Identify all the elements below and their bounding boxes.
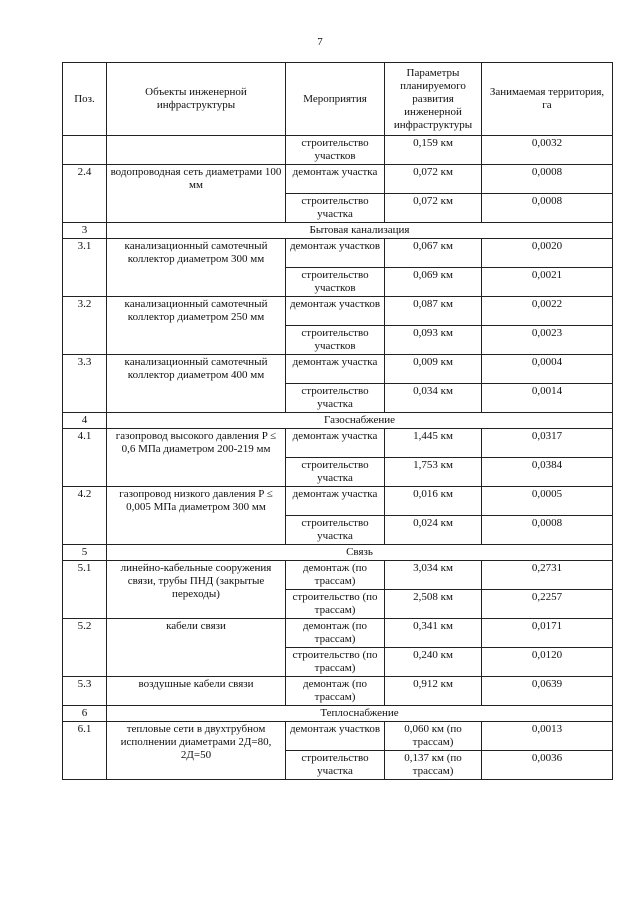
action-cell: демонтаж участка [286, 355, 385, 384]
object-cell: канализационный самотечный коллектор диаметром 250 мм [107, 297, 286, 355]
area-cell: 0,0021 [482, 268, 613, 297]
area-cell: 0,0008 [482, 194, 613, 223]
area-cell: 0,0317 [482, 429, 613, 458]
action-cell: строительство участка [286, 751, 385, 780]
action-cell: строительство участка [286, 516, 385, 545]
action-cell: демонтаж участка [286, 165, 385, 194]
position-cell [63, 136, 107, 165]
object-cell: газопровод высокого давления P ≤ 0,6 МПа диаметром 200-219 мм [107, 429, 286, 487]
action-cell: строительство участков [286, 326, 385, 355]
parameter-cell: 0,067 км [385, 239, 482, 268]
action-cell: строительство (по трассам) [286, 648, 385, 677]
area-cell: 0,0004 [482, 355, 613, 384]
object-cell: газопровод низкого давления P ≤ 0,005 МПа диаметром 300 мм [107, 487, 286, 545]
position-cell: 5.3 [63, 677, 107, 706]
parameter-cell: 0,072 км [385, 165, 482, 194]
section-number: 4 [63, 413, 107, 429]
position-cell: 2.4 [63, 165, 107, 223]
section-row [63, 223, 613, 239]
section-number: 3 [63, 223, 107, 239]
area-cell: 0,0022 [482, 297, 613, 326]
section-row [63, 413, 613, 429]
parameter-cell: 1,445 км [385, 429, 482, 458]
table-row [63, 297, 613, 326]
table-row [63, 165, 613, 194]
action-cell: демонтаж участка [286, 429, 385, 458]
area-cell: 0,0171 [482, 619, 613, 648]
area-cell: 0,0005 [482, 487, 613, 516]
position-cell: 6.1 [63, 722, 107, 780]
action-cell: строительство участка [286, 458, 385, 487]
section-title: Газоснабжение [107, 413, 613, 429]
section-number: 6 [63, 706, 107, 722]
parameter-cell: 0,024 км [385, 516, 482, 545]
header-parameters: Параметры планируемого развития инженерной инфраструктуры [385, 63, 482, 136]
parameter-cell: 0,912 км [385, 677, 482, 706]
position-cell: 5.1 [63, 561, 107, 619]
parameter-cell: 0,087 км [385, 297, 482, 326]
position-cell: 4.2 [63, 487, 107, 545]
action-cell: демонтаж участка [286, 487, 385, 516]
action-cell: строительство участков [286, 268, 385, 297]
parameter-cell: 0,093 км [385, 326, 482, 355]
position-cell: 5.2 [63, 619, 107, 677]
parameter-cell: 0,341 км [385, 619, 482, 648]
table-body [63, 136, 613, 780]
parameter-cell: 0,034 км [385, 384, 482, 413]
area-cell: 0,0639 [482, 677, 613, 706]
parameter-cell: 2,508 км [385, 590, 482, 619]
area-cell: 0,0020 [482, 239, 613, 268]
area-cell: 0,0008 [482, 516, 613, 545]
object-cell [107, 136, 286, 165]
object-cell: линейно-кабельные сооружения связи, трубы ПНД (закрытые переходы) [107, 561, 286, 619]
table-row [63, 429, 613, 458]
action-cell: демонтаж участков [286, 239, 385, 268]
action-cell: демонтаж (по трассам) [286, 619, 385, 648]
header-action: Мероприятия [286, 63, 385, 136]
table-row [63, 677, 613, 706]
table-row [63, 619, 613, 648]
object-cell: водопроводная сеть диаметрами 100 мм [107, 165, 286, 223]
section-title: Связь [107, 545, 613, 561]
object-cell: тепловые сети в двухтрубном исполнении диаметрами 2Д=80, 2Д=50 [107, 722, 286, 780]
parameter-cell: 0,009 км [385, 355, 482, 384]
action-cell: строительство участка [286, 384, 385, 413]
area-cell: 0,0023 [482, 326, 613, 355]
section-title: Бытовая канализация [107, 223, 613, 239]
area-cell: 0,0120 [482, 648, 613, 677]
area-cell: 0,0008 [482, 165, 613, 194]
header-object: Объекты инженерной инфраструктуры [107, 63, 286, 136]
table-row [63, 561, 613, 590]
page-number: 7 [317, 36, 323, 48]
table-row [63, 136, 613, 165]
area-cell: 0,2257 [482, 590, 613, 619]
area-cell: 0,2731 [482, 561, 613, 590]
area-cell: 0,0036 [482, 751, 613, 780]
parameter-cell: 0,240 км [385, 648, 482, 677]
position-cell: 4.1 [63, 429, 107, 487]
infrastructure-table [62, 62, 613, 780]
table-row [63, 722, 613, 751]
parameter-cell: 0,137 км (по трассам) [385, 751, 482, 780]
parameter-cell: 3,034 км [385, 561, 482, 590]
action-cell: демонтаж участков [286, 297, 385, 326]
object-cell: кабели связи [107, 619, 286, 677]
position-cell: 3.1 [63, 239, 107, 297]
position-cell: 3.3 [63, 355, 107, 413]
parameter-cell: 0,069 км [385, 268, 482, 297]
action-cell: демонтаж (по трассам) [286, 677, 385, 706]
action-cell: строительство (по трассам) [286, 590, 385, 619]
parameter-cell: 0,072 км [385, 194, 482, 223]
area-cell: 0,0013 [482, 722, 613, 751]
header-area: Занимаемая территория, га [482, 63, 613, 136]
area-cell: 0,0032 [482, 136, 613, 165]
section-title: Теплоснабжение [107, 706, 613, 722]
position-cell: 3.2 [63, 297, 107, 355]
section-row [63, 706, 613, 722]
table-row [63, 239, 613, 268]
action-cell: демонтаж (по трассам) [286, 561, 385, 590]
section-number: 5 [63, 545, 107, 561]
table-row [63, 355, 613, 384]
area-cell: 0,0384 [482, 458, 613, 487]
action-cell: демонтаж участков [286, 722, 385, 751]
area-cell: 0,0014 [482, 384, 613, 413]
action-cell: строительство участка [286, 194, 385, 223]
object-cell: канализационный самотечный коллектор диаметром 400 мм [107, 355, 286, 413]
table-row [63, 487, 613, 516]
section-row [63, 545, 613, 561]
parameter-cell: 0,060 км (по трассам) [385, 722, 482, 751]
object-cell: воздушные кабели связи [107, 677, 286, 706]
header-row [63, 63, 613, 136]
action-cell: строительство участков [286, 136, 385, 165]
parameter-cell: 0,159 км [385, 136, 482, 165]
object-cell: канализационный самотечный коллектор диаметром 300 мм [107, 239, 286, 297]
header-position: Поз. [63, 63, 107, 136]
parameter-cell: 1,753 км [385, 458, 482, 487]
parameter-cell: 0,016 км [385, 487, 482, 516]
